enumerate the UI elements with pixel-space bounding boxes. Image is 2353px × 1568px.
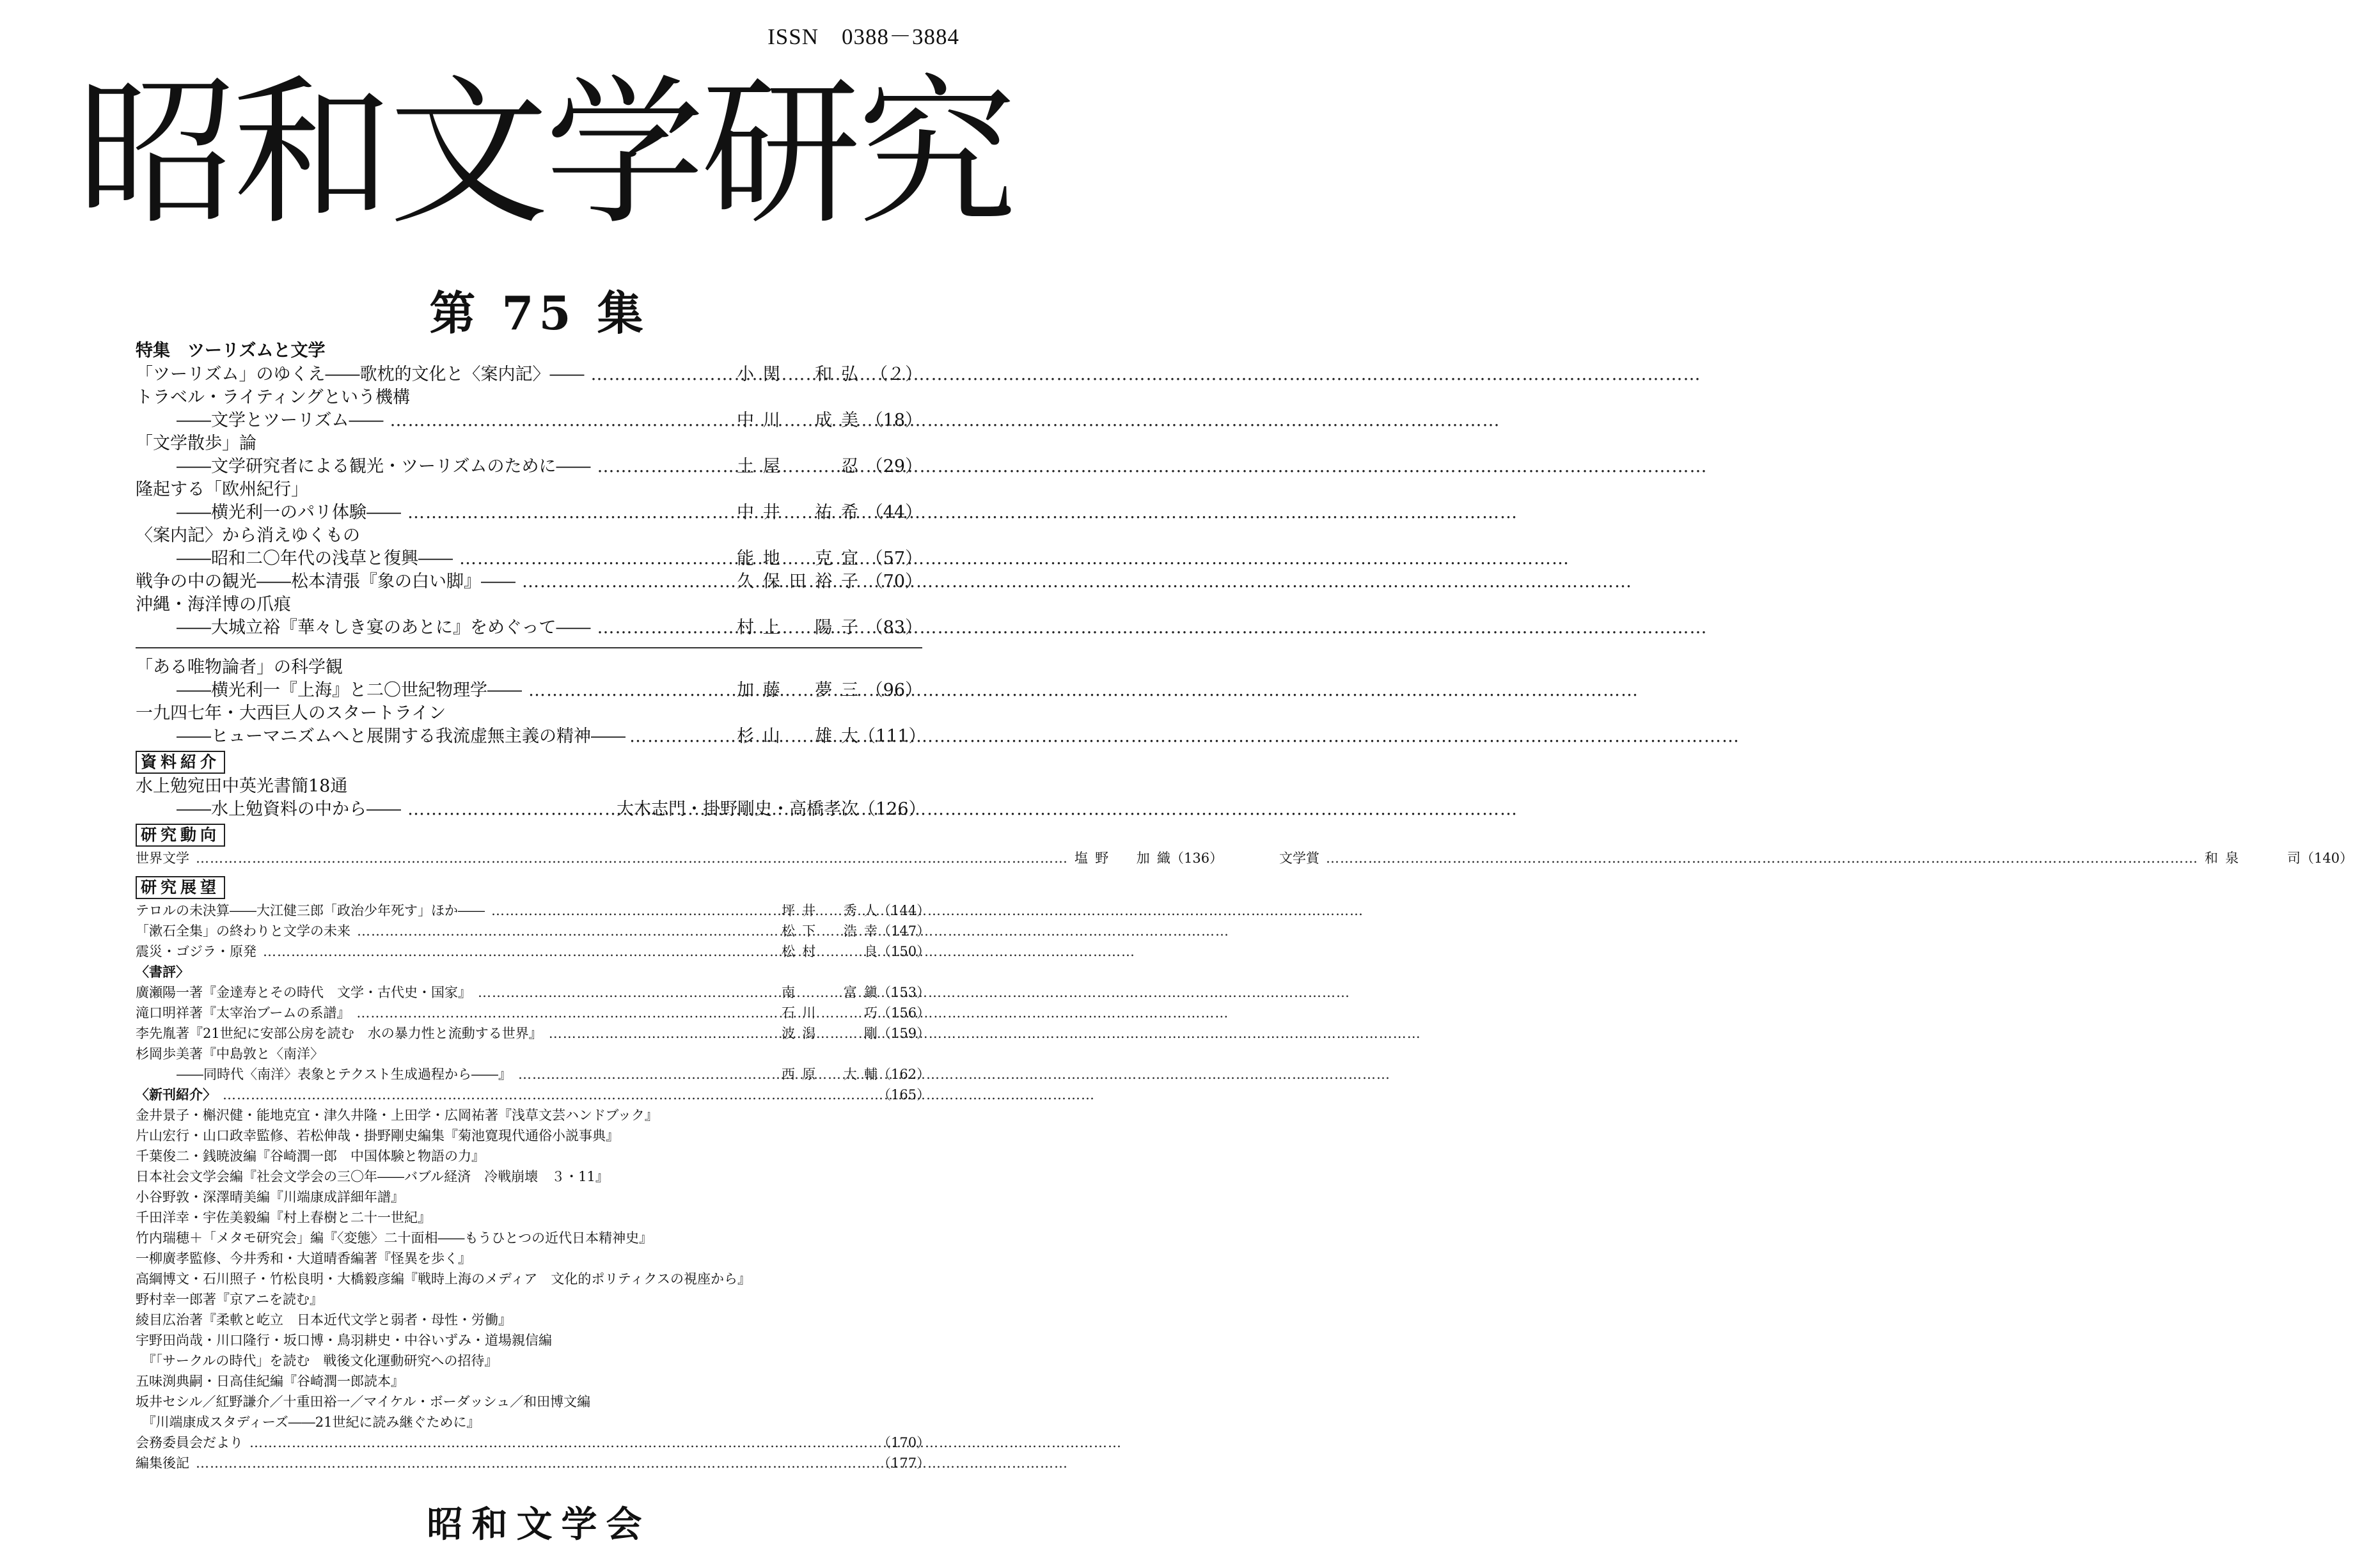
entry-title: 李先胤著『21世紀に安部公房を読む 水の暴力性と流動する世界』 (136, 1026, 542, 1041)
toc-entry (136, 363, 922, 386)
entry-author: 西原 大輔 (782, 1067, 877, 1082)
toc-entry-title-line (136, 1044, 922, 1064)
toc-entry (136, 409, 922, 432)
entry-author: 杉山 雄大 (737, 726, 858, 746)
entry-author: 松下 浩幸 (782, 923, 877, 939)
list-item: 野村幸一郎著『京アニを読む』 (136, 1292, 323, 1307)
shohyo-heading: 〈書評〉 (136, 964, 189, 980)
leader-dots (629, 725, 733, 748)
entry-title: 「文学散歩」論 (136, 434, 256, 453)
entry-author: 中井 祐希 (737, 503, 858, 522)
leader-dots (528, 679, 730, 702)
list-item: 『川端康成スタディーズ――21世紀に読み継ぐために』 (136, 1415, 480, 1430)
list-item: 千葉俊二・銭暁波編『谷崎潤一郎 中国体験と物語の力』 (136, 1149, 485, 1164)
toc-entry (136, 616, 922, 639)
entry-subtitle: ――文学研究者による観光・ツーリズムのために―― (177, 457, 591, 476)
toc-entry (136, 455, 922, 478)
entry-page: （159） (877, 1026, 931, 1041)
list-item: 千田洋幸・宇佐美毅編『村上春樹と二十一世紀』 (136, 1210, 431, 1225)
list-item: 小谷野敦・深澤晴美編『川端康成詳細年譜』 (136, 1189, 404, 1205)
leader-dots (597, 455, 730, 478)
entry-author: 塩野 加織 (1074, 851, 1170, 866)
list-item: 金井景子・槲沢健・能地克宜・津久井隆・上田学・広岡祐著『浅草文芸ハンドブック』 (136, 1108, 658, 1123)
toc-entry-title-line (136, 593, 922, 616)
entry-title: 文学賞 (1279, 851, 1319, 866)
list-item: 片山宏行・山口政幸監修、若松伸哉・掛野剛史編集『菊池寛現代通俗小説事典』 (136, 1128, 619, 1143)
entry-title: 編集後記 (136, 1455, 189, 1471)
toc-entry (136, 1453, 931, 1473)
entry-page: （44） (865, 503, 922, 522)
entry-page: （170） (877, 1435, 931, 1450)
entry-author: 小関 和弘 (737, 365, 858, 384)
leader-dots (597, 616, 730, 639)
toc-entry (1279, 848, 2353, 868)
entry-page: （165） (877, 1087, 931, 1102)
entry-subtitle: ――文学とツーリズム―― (177, 411, 384, 430)
shinkan-heading: 〈新刊紹介〉 (136, 1086, 216, 1102)
entry-title: 震災・ゴジラ・原発 (136, 944, 256, 959)
list-item: 綾目広治著『柔軟と屹立 日本近代文学と弱者・母性・労働』 (136, 1312, 512, 1328)
entry-author: 南 富鎭 (782, 985, 877, 1000)
entry-subtitle: ――大城立裕『華々しき宴のあとに』をめぐって―― (177, 618, 591, 638)
entry-author: 大木志門・掛野剛史・高橋孝次 (617, 799, 858, 819)
entry-author: 久保田裕子 (737, 572, 858, 592)
doko-row (136, 848, 2353, 868)
toc-entry (136, 1064, 931, 1085)
leader-dots (522, 570, 730, 593)
entry-subtitle: ――昭和二〇年代の浅草と復興―― (177, 549, 453, 568)
toc-entry (136, 941, 931, 962)
entry-title: 「ツーリズム」のゆくえ――歌枕的文化と〈案内記〉―― (136, 365, 585, 384)
entry-title: 隆起する「欧州紀行」 (136, 480, 308, 499)
entry-subtitle: ――横光利一『上海』と二〇世紀物理学―― (177, 680, 522, 700)
entry-author: 能地 克宜 (737, 549, 858, 568)
entry-title: 会務委員会だより (136, 1435, 243, 1450)
journal-title: 昭和文学研究 (77, 60, 1013, 246)
entry-title: 滝口明祥著『太宰治ブームの系譜』 (136, 1005, 350, 1021)
list-item: 宇野田尚哉・川口隆行・坂口博・鳥羽耕史・中谷いずみ・道場親信編 (136, 1333, 552, 1348)
issn: ISSN 0388－3884 (767, 24, 959, 49)
leader-dots (196, 1453, 871, 1473)
list-item: 竹内瑞穂＋「メタモ研究会」編『〈変態〉二十面相――もうひとつの近代日本精神史』 (136, 1230, 653, 1246)
entry-page: （136） (1170, 851, 1224, 866)
entry-page: （156） (877, 1005, 931, 1021)
entry-author: 石川 巧 (782, 1005, 877, 1021)
toc-entry-title-line (136, 702, 922, 725)
entry-title: 戦争の中の観光――松本清張『象の白い脚』―― (136, 572, 515, 592)
entry-page: （150） (877, 944, 931, 959)
entry-page: （140） (2301, 851, 2353, 866)
toc-entry (136, 848, 1279, 868)
entry-page: （162） (877, 1067, 931, 1082)
entry-page: （70） (865, 572, 922, 592)
leader-dots (1326, 848, 2198, 868)
entry-page: （２） (870, 365, 922, 384)
doko-heading: 研究動向 (136, 824, 225, 847)
leader-dots (407, 798, 610, 821)
publisher-name: 昭和文学会 (427, 1503, 651, 1546)
entry-author: 波潟 剛 (782, 1026, 877, 1041)
entry-subtitle: ――ヒューマニズムへと展開する我流虚無主義の精神―― (177, 726, 626, 746)
entry-subtitle: ――横光利一のパリ体験―― (177, 503, 401, 522)
entry-title: 世界文学 (136, 851, 189, 866)
list-item: 日本社会文学会編『社会文学会の三〇年――バブル経済 冷戦崩壊 ３・11』 (136, 1169, 609, 1184)
entry-author: 村上 陽子 (737, 618, 858, 638)
entry-subtitle: ――同時代〈南洋〉表象とテクスト生成過程から――』 (177, 1067, 512, 1082)
leader-dots (356, 1003, 775, 1023)
leader-dots (478, 982, 775, 1003)
toc-entry-title-line (136, 432, 922, 455)
entry-page: （57） (865, 549, 922, 568)
list-item: 『「サークルの時代」を読む 戦後文化運動研究への招待』 (136, 1353, 498, 1368)
toc-entry (136, 1432, 931, 1453)
toc-entry-title-line (136, 386, 922, 409)
leader-dots (196, 848, 1068, 868)
entry-page: （126） (858, 799, 926, 819)
entry-title: 〈案内記〉から消えゆくもの (136, 526, 360, 545)
toc-entry (136, 679, 922, 702)
table-of-contents (136, 339, 2353, 1473)
entry-title: トラベル・ライティングという機構 (136, 388, 411, 407)
entry-title: テロルの未決算――大江健三郎「政治少年死す」ほか―― (136, 903, 485, 918)
entry-author: 坪井 秀人 (782, 903, 877, 918)
entry-title: 杉岡歩美著『中島敦と〈南洋〉 (136, 1046, 324, 1062)
section-divider (136, 647, 922, 648)
leader-dots (518, 1064, 775, 1085)
list-item: 坂井セシル／紅野謙介／十重田裕一／マイケル・ボーダッシュ／和田博文編 (136, 1394, 591, 1409)
entry-title: 「漱石全集」の終わりと文学の未来 (136, 923, 350, 939)
leader-dots (590, 363, 730, 386)
toc-entry-title-line (136, 656, 922, 679)
volume-number: 第 75 集 (429, 286, 649, 340)
entry-author: 土屋 忍 (737, 457, 858, 476)
toc-entry (136, 725, 926, 748)
leader-dots (549, 1023, 775, 1044)
entry-title: 水上勉宛田中英光書簡18通 (136, 776, 348, 796)
entry-page: （29） (865, 457, 922, 476)
leader-dots (263, 941, 775, 962)
toc-entry-title-line (136, 524, 922, 547)
leader-dots (407, 501, 730, 524)
list-item: 高綱博文・石川照子・竹松良明・大橋毅彦編『戦時上海のメディア 文化的ポリティクスの視座から』 (136, 1271, 752, 1287)
entry-page: （111） (858, 726, 926, 746)
toc-entry (136, 547, 922, 570)
entry-title: 廣瀬陽一著『金達寿とその時代 文学・古代史・国家』 (136, 985, 471, 1000)
entry-author: 松村 良 (782, 944, 877, 959)
entry-title: 沖縄・海洋博の爪痕 (136, 595, 291, 615)
leader-dots (491, 900, 775, 921)
entry-author: 和泉 司 (2205, 851, 2301, 866)
entry-page: （147） (877, 923, 931, 939)
toc-entry (136, 1085, 931, 1105)
entry-page: （18） (865, 411, 922, 430)
toc-entry (136, 921, 931, 941)
feature-heading: 特集 ツーリズムと文学 (136, 341, 326, 361)
leader-dots (459, 547, 730, 570)
tenbo-heading: 研究展望 (136, 876, 225, 899)
entry-page: （83） (865, 618, 922, 638)
toc-entry (136, 1003, 931, 1023)
leader-dots (357, 921, 775, 941)
leader-dots (390, 409, 730, 432)
toc-entry (136, 900, 931, 921)
entry-author: 中川 成美 (737, 411, 858, 430)
leader-dots (249, 1432, 871, 1453)
entry-page: （153） (877, 985, 931, 1000)
entry-title: 一九四七年・大西巨人のスタートライン (136, 703, 446, 723)
entry-subtitle: ――水上勉資料の中から―― (177, 799, 401, 819)
entry-page: （177） (877, 1455, 931, 1471)
list-item: 五味渕典嗣・日高佳紀編『谷崎潤一郎読本』 (136, 1374, 404, 1389)
entry-author: 加藤 夢三 (737, 680, 858, 700)
list-item: 一柳廣孝監修、今井秀和・大道晴香編著『怪異を歩く』 (136, 1251, 471, 1266)
entry-page: （96） (865, 680, 922, 700)
toc-entry (136, 798, 926, 821)
shiryo-heading: 資料紹介 (136, 751, 225, 774)
entry-page: （144） (877, 903, 931, 918)
toc-entry (136, 570, 922, 593)
toc-entry (136, 982, 931, 1003)
entry-title: 「ある唯物論者」の科学観 (136, 657, 343, 677)
leader-dots (223, 1085, 871, 1105)
toc-entry-title-line (136, 775, 922, 798)
toc-entry-title-line (136, 478, 922, 501)
toc-entry (136, 501, 922, 524)
toc-entry (136, 1023, 931, 1044)
